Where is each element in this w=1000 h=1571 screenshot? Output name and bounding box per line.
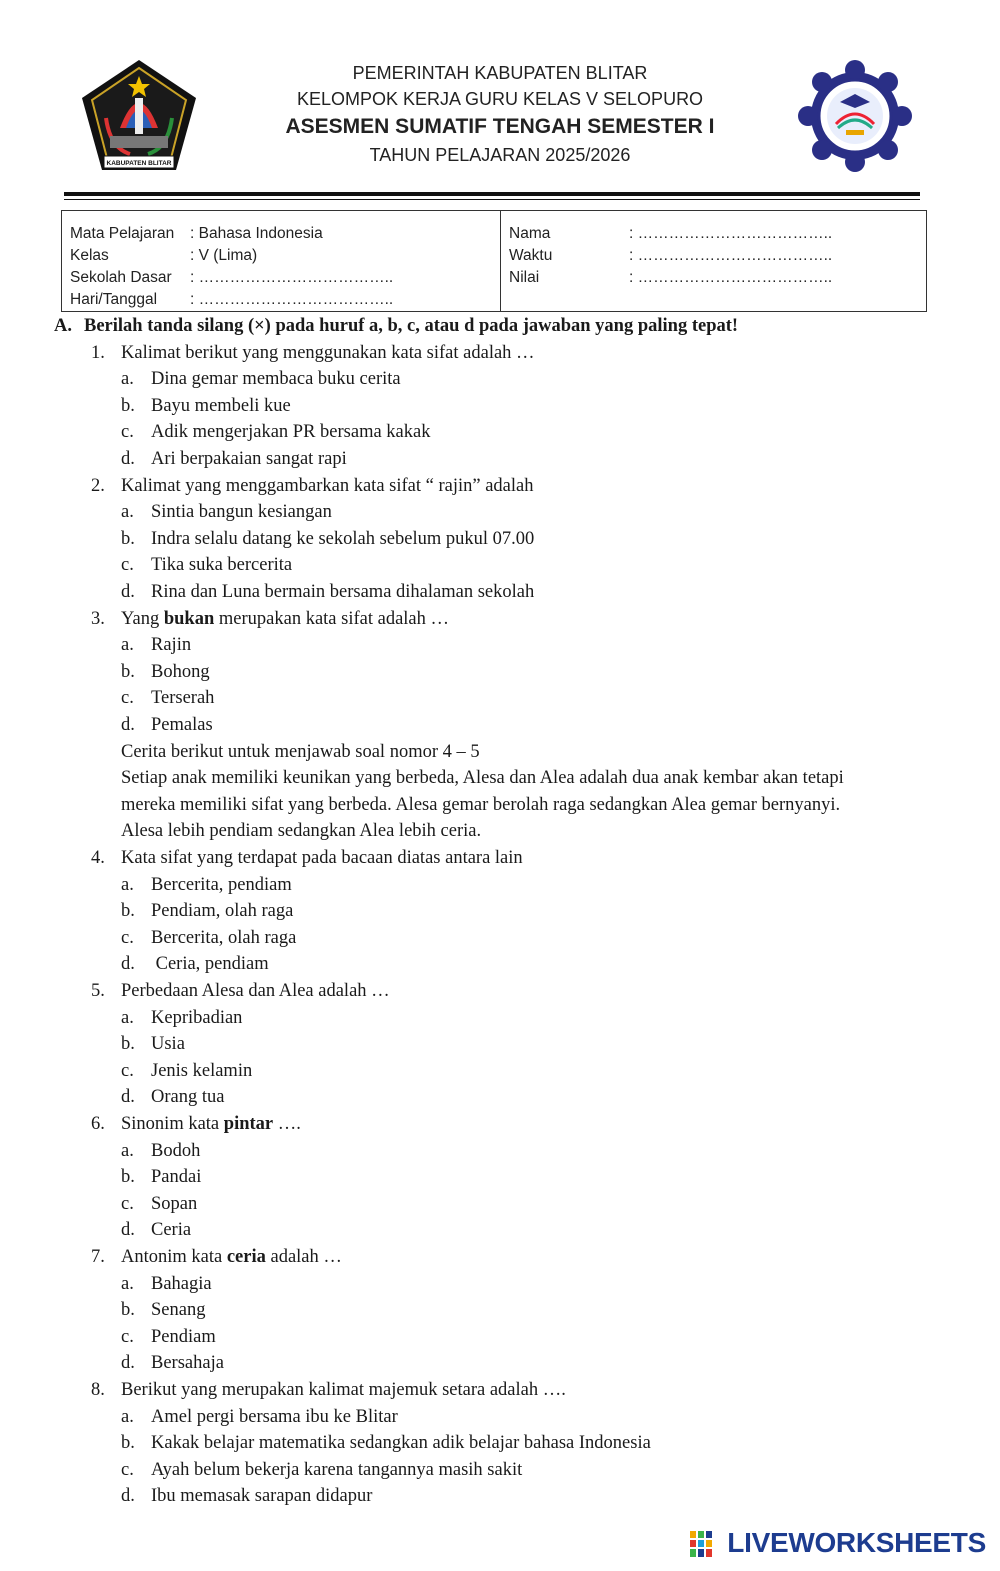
option-letter: d. [121,582,135,602]
option-text: Ibu memasak sarapan didapur [151,1486,373,1506]
question-number: 5. [91,981,105,1001]
time-field[interactable]: : ……………………………….. [629,247,833,264]
question-text: Kata sifat yang terdapat pada bacaan diatas antara lain [121,848,523,868]
option-letter: b. [121,1167,135,1187]
question-1 [91,340,535,366]
option-letter: b. [121,901,135,921]
option-1d[interactable] [121,446,347,472]
question-text: Kalimat yang menggambarkan kata sifat “ rajin” adalah [121,476,534,496]
option-5a[interactable] [121,1005,243,1031]
question-text: Perbedaan Alesa dan Alea adalah … [121,981,390,1001]
option-text: Bercerita, pendiam [151,875,292,895]
question-text: Kalimat berikut yang menggunakan kata sifat adalah … [121,343,535,363]
info-label: Mata Pelajaran [70,225,175,242]
option-8a[interactable] [121,1404,398,1430]
option-letter: c. [121,1061,134,1081]
option-text: Ceria, pendiam [151,954,269,974]
header-rule-thin [64,199,920,200]
option-3c[interactable] [121,685,215,711]
question-number: 3. [91,609,105,629]
option-letter: b. [121,529,135,549]
option-text: Dina gemar membaca buku cerita [151,369,401,389]
option-letter: a. [121,369,134,389]
header-government: PEMERINTAH KABUPATEN BLITAR [352,63,648,83]
option-4d[interactable] [121,951,269,977]
logo-caption: KABUPATEN BLITAR [106,160,172,167]
option-text: Pandai [151,1167,202,1187]
info-divider [500,211,501,311]
option-3d[interactable] [121,712,213,738]
option-letter: d. [121,1353,135,1373]
option-text: Pendiam, olah raga [151,901,294,921]
option-text: Ceria [151,1220,192,1240]
section-title-text: Berilah tanda silang (×) pada huruf a, b, c, atau d pada jawaban yang paling tepat! [84,316,739,336]
info-row-date[interactable] [70,289,393,311]
question-text-end: …. [273,1114,301,1134]
header-exam-title: ASESMEN SUMATIF TENGAH SEMESTER I [285,115,715,138]
question-emphasis: ceria [226,1247,266,1267]
info-label: Nilai [509,269,540,286]
option-letter: a. [121,1407,134,1427]
story-line: Setiap anak memiliki keunikan yang berbeda, Alesa dan Alea adalah dua anak kembar akan tetapi [121,768,844,788]
option-text: Pendiam [151,1327,216,1347]
option-6c[interactable] [121,1191,198,1217]
option-6d[interactable] [121,1217,192,1243]
question-number: 2. [91,476,105,496]
option-text: Bohong [151,662,210,682]
option-letter: d. [121,715,135,735]
header-year: TAHUN PELAJARAN 2025/2026 [369,145,631,165]
info-label: Hari/Tanggal [70,291,158,308]
option-letter: b. [121,662,135,682]
info-row-time[interactable] [509,245,832,267]
option-letter: b. [121,1300,135,1320]
option-text: Bercerita, olah raga [151,928,297,948]
question-text: Sinonim kata [121,1114,224,1134]
question-7 [91,1244,342,1270]
option-5b[interactable] [121,1031,185,1057]
option-letter: c. [121,555,134,575]
info-value: : Bahasa Indonesia [190,225,323,242]
question-text-end: adalah … [265,1247,342,1267]
info-left-column [70,223,393,311]
option-text: Bersahaja [151,1353,224,1373]
option-text: Ari berpakaian sangat rapi [151,449,347,469]
option-1b[interactable] [121,393,291,419]
info-row-school[interactable] [70,267,393,289]
option-letter: c. [121,1460,134,1480]
question-8 [91,1377,566,1403]
option-text: Bodoh [151,1141,201,1161]
option-letter: a. [121,502,134,522]
info-row-name[interactable] [509,223,832,245]
option-letter: b. [121,1433,135,1453]
date-field[interactable]: : ……………………………….. [190,291,394,308]
liveworksheets-logo-icon [690,1531,712,1557]
name-field[interactable]: : ……………………………….. [629,225,833,242]
question-text-end: merupakan kata sifat adalah … [214,609,450,629]
option-2d[interactable] [121,579,535,605]
option-1a[interactable] [121,366,401,392]
student-info-box [61,210,927,312]
option-letter: d. [121,449,135,469]
option-letter: c. [121,928,134,948]
question-6 [91,1111,301,1137]
question-4 [91,845,523,871]
option-text: Sintia bangun kesiangan [151,502,332,522]
option-text: Rina dan Luna bermain bersama dihalaman sekolah [151,582,535,602]
story-line: mereka memiliki sifat yang berbeda. Alesa gemar berolah raga sedangkan Alea gemar bernyanyi. [121,795,841,815]
question-number: 6. [91,1114,105,1134]
option-letter: a. [121,1141,134,1161]
question-number: 1. [91,343,105,363]
option-text: Bahagia [151,1274,212,1294]
option-1c[interactable] [121,419,431,445]
option-letter: c. [121,1194,134,1214]
option-3b[interactable] [121,659,210,685]
option-text: Indra selalu datang ke sekolah sebelum pukul 07.00 [151,529,535,549]
header-group: KELOMPOK KERJA GURU KELAS V SELOPURO [296,89,704,109]
option-6a[interactable] [121,1138,201,1164]
kkg-selopuro-logo [798,60,912,172]
info-label: Nama [509,225,551,242]
option-text: Sopan [151,1194,198,1214]
score-field[interactable]: : ……………………………….. [629,269,833,286]
question-5 [91,978,390,1004]
kabupaten-blitar-logo [80,58,198,174]
question-emphasis: pintar [223,1114,274,1134]
info-label: Sekolah Dasar [70,269,172,286]
option-letter: d. [121,1220,135,1240]
option-text: Rajin [151,635,192,655]
option-4c[interactable] [121,925,297,951]
info-row-class [70,245,393,267]
option-text: Orang tua [151,1087,225,1107]
option-6b[interactable] [121,1164,202,1190]
story-line: Alesa lebih pendiam sedangkan Alea lebih ceria. [121,821,482,841]
info-value: : V (Lima) [190,247,258,264]
section-instruction [54,313,738,339]
option-text: Usia [151,1034,185,1054]
option-letter: c. [121,1327,134,1347]
option-text: Senang [151,1300,206,1320]
document-header [230,60,770,168]
story-intro: Cerita berikut untuk menjawab soal nomor 4 – 5 [121,742,480,762]
option-letter: b. [121,1034,135,1054]
option-letter: a. [121,1008,134,1028]
info-label: Waktu [509,247,553,264]
option-text: Pemalas [151,715,213,735]
option-2a[interactable] [121,499,332,525]
option-text: Bayu membeli kue [151,396,291,416]
option-text: Tika suka bercerita [151,555,293,575]
question-text: Berikut yang merupakan kalimat majemuk setara adalah …. [121,1380,566,1400]
school-field[interactable]: : ……………………………….. [190,269,394,286]
option-7c[interactable] [121,1324,216,1350]
option-text: Jenis kelamin [151,1061,253,1081]
info-right-column [509,223,832,289]
question-text: Antonim kata [121,1247,227,1267]
option-text: Adik mengerjakan PR bersama kakak [151,422,431,442]
option-text: Kepribadian [151,1008,243,1028]
option-7a[interactable] [121,1271,212,1297]
option-letter: c. [121,688,134,708]
option-4a[interactable] [121,872,292,898]
option-8d[interactable] [121,1483,373,1509]
option-letter: a. [121,875,134,895]
info-row-subject [70,223,393,245]
option-2b[interactable] [121,526,535,552]
option-letter: d. [121,1087,135,1107]
option-text: Kakak belajar matematika sedangkan adik belajar bahasa Indonesia [151,1433,651,1453]
option-letter: c. [121,422,134,442]
info-row-score[interactable] [509,267,832,289]
option-letter: b. [121,396,135,416]
option-5c[interactable] [121,1058,253,1084]
question-number: 7. [91,1247,105,1267]
section-letter: A. [54,316,72,336]
option-letter: d. [121,954,135,974]
option-letter: a. [121,635,134,655]
option-text: Ayah belum bekerja karena tangannya masih sakit [151,1460,523,1480]
question-emphasis: bukan [163,609,215,629]
option-5d[interactable] [121,1084,225,1110]
option-7d[interactable] [121,1350,224,1376]
option-2c[interactable] [121,552,293,578]
option-letter: d. [121,1486,135,1506]
option-text: Terserah [151,688,215,708]
option-text: Amel pergi bersama ibu ke Blitar [151,1407,398,1427]
question-number: 4. [91,848,105,868]
question-3 [91,606,450,632]
option-7b[interactable] [121,1297,206,1323]
option-3a[interactable] [121,632,192,658]
option-letter: a. [121,1274,134,1294]
liveworksheets-watermark: LIVEWORKSHEETS [727,1527,986,1558]
option-8c[interactable] [121,1457,523,1483]
question-number: 8. [91,1380,105,1400]
question-2 [91,473,534,499]
option-4b[interactable] [121,898,294,924]
question-text: Yang [121,609,164,629]
header-rule-thick [64,192,920,196]
info-label: Kelas [70,247,109,264]
option-8b[interactable] [121,1430,651,1456]
